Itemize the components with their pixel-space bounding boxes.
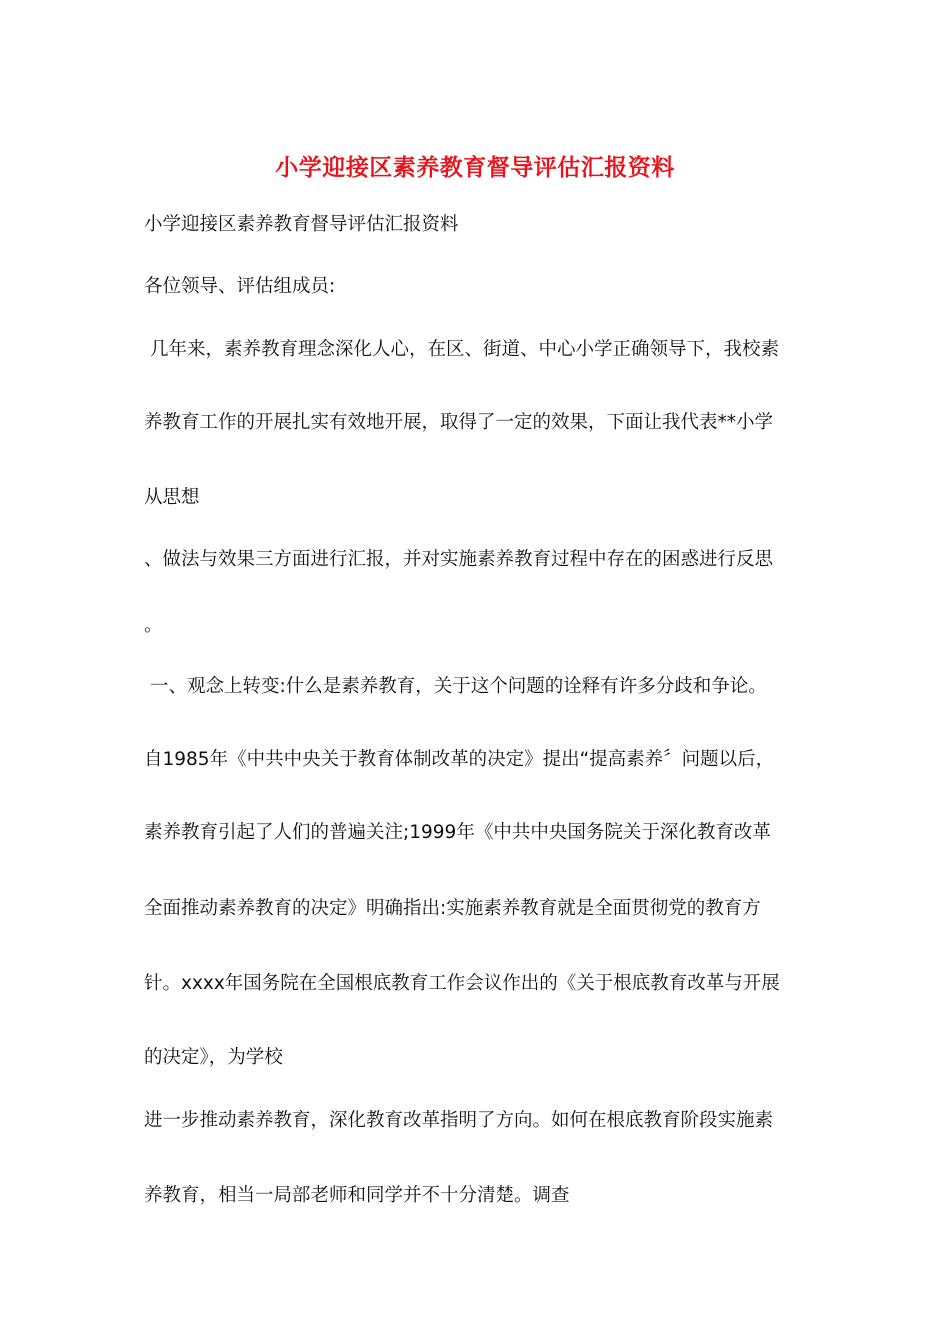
paragraph-line: 全面推动素养教育的决定》明确指出:实施素养教育就是全面贯彻党的教育方: [144, 898, 761, 919]
document-title: 小学迎接区素养教育督导评估汇报资料: [275, 154, 675, 181]
paragraph-line: 。: [144, 615, 163, 636]
paragraph-line: 养教育，相当一局部老师和同学并不十分清楚。调查: [144, 1185, 570, 1206]
paragraph-line: 养教育工作的开展扎实有效地开展，取得了一定的效果，下面让我代表**小学: [144, 412, 774, 433]
section-heading-line: 一、观念上转变:什么是素养教育，关于这个问题的诠释有许多分歧和争论。: [150, 676, 767, 697]
paragraph-line: 几年来，素养教育理念深化人心，在区、街道、中心小学正确领导下，我校素: [150, 339, 780, 360]
subtitle-line: 小学迎接区素养教育督导评估汇报资料: [144, 214, 459, 235]
paragraph-line: 的决定》，为学校: [144, 1047, 283, 1068]
paragraph-line: 从思想: [144, 487, 200, 508]
paragraph-line: 针。xxxx年国务院在全国根底教育工作会议作出的《关于根底教育改革与开展: [144, 973, 780, 994]
paragraph-line: 自1985年《中共中央关于教育体制改革的决定》提出“提高素养〞问题以后，: [144, 749, 775, 770]
paragraph-line: 、做法与效果三方面进行汇报，并对实施素养教育过程中存在的困惑进行反思: [144, 549, 774, 570]
salutation-line: 各位领导、评估组成员:: [144, 276, 336, 297]
paragraph-line: 进一步推动素养教育，深化教育改革指明了方向。如何在根底教育阶段实施素: [144, 1110, 774, 1131]
paragraph-line: 素养教育引起了人们的普遍关注;1999年《中共中央国务院关于深化教育改革: [144, 822, 771, 843]
